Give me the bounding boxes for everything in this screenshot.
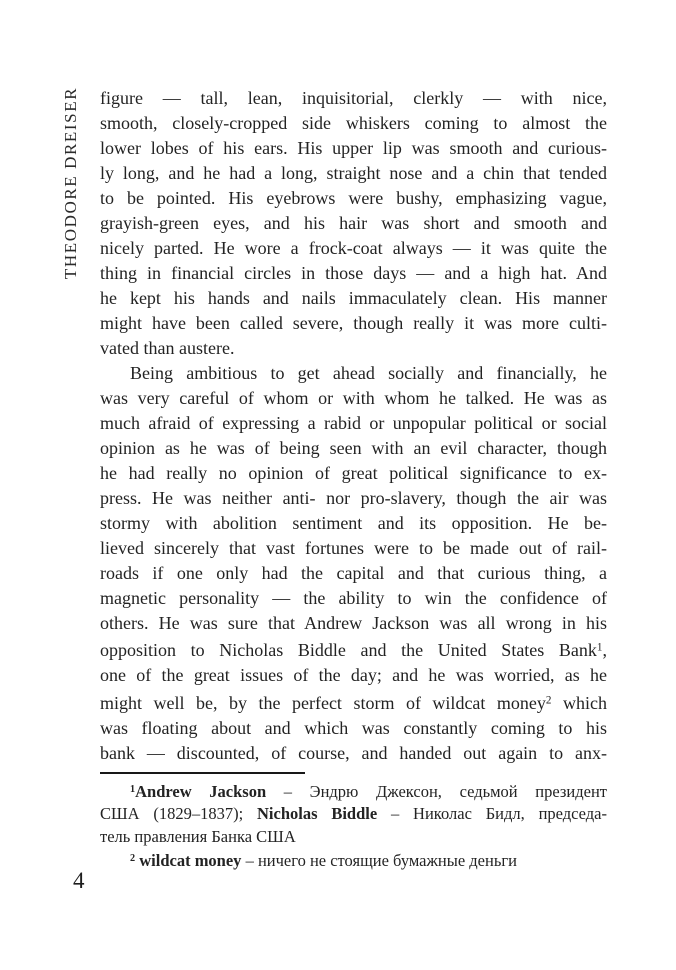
text-line: was floating about and which was constantly coming to his (100, 717, 607, 738)
body-paragraphs (100, 86, 607, 766)
text-line: was very careful of whom or with whom he talked. He was as (100, 388, 607, 408)
text-line: smooth, closely-cropped side whiskers coming to almost the (100, 113, 607, 133)
footnote-marker: 2 (130, 853, 136, 865)
author-name-vertical: THEODORE DREISER (61, 86, 80, 280)
paragraph (100, 361, 607, 766)
text-line: США (1829–1837); Nicholas Biddle – Николас Бидл, председа- (100, 804, 607, 824)
text-line: magnetic personality — the ability to win the confidence of (100, 588, 607, 608)
text-line: lieved sincerely that vast fortunes were to be made out of rail- (100, 538, 607, 558)
text-line: opinion as he was of being seen with an evil character, though (100, 438, 607, 458)
footnote-marker: 2 (545, 694, 552, 707)
footnotes-block (100, 779, 607, 873)
text-line: to be pointed. His eyebrows were bushy, emphasizing vague, (100, 188, 607, 208)
text-line: might well be, by the perfect storm of wildcat money$^2$ which (100, 692, 607, 713)
text-line: one of the great issues of the day; and he was worried, as he (100, 665, 607, 686)
footnote-separator (100, 772, 305, 774)
text-line: much afraid of expressing a rabid or unpopular political or social (100, 413, 607, 433)
footnote-marker: 1 (130, 783, 136, 795)
body-text-block (100, 86, 607, 873)
footnote-marker: 1 (596, 642, 603, 654)
text-line: stormy with abolition sentiment and its opposition. He be- (100, 513, 607, 533)
text-line: vated than austere. (100, 338, 235, 358)
text-line: $^1$Andrew Jackson – Эндрю Джексон, седьмой президент (130, 781, 607, 801)
text-line: grayish-green eyes, and his hair was short and smooth and (100, 213, 607, 233)
text-line: $^2$ wildcat money – ничего не стоящие бумажные деньги (130, 851, 517, 870)
text-line: nicely parted. He wore a frock-coat always — it was quite the (100, 238, 607, 258)
text-line: thing in financial circles in those days — and a high hat. And (100, 263, 607, 283)
paragraph (100, 86, 607, 361)
text-line: figure — tall, lean, inquisitorial, clerkly — with nice, (100, 88, 607, 108)
text-line: ly long, and he had a long, straight nose and a chin that tended (100, 163, 607, 183)
text-line: тель правления Банка США (100, 826, 296, 846)
page-number: 4 (73, 868, 85, 893)
text-line: Being ambitious to get ahead socially and financially, he (130, 363, 607, 383)
text-line: opposition to Nicholas Biddle and the United States Bank$^1$, (100, 640, 607, 661)
text-line: he kept his hands and nails immaculately clean. His manner (100, 288, 607, 308)
text-line: roads if one only had the capital and that curious thing, a (100, 563, 607, 583)
text-line: press. He was neither anti- nor pro-slavery, though the air was (100, 488, 607, 508)
text-line: lower lobes of his ears. His upper lip was smooth and curious- (100, 138, 607, 158)
text-line: bank — discounted, of course, and handed out again to anx- (100, 742, 607, 763)
text-line: others. He was sure that Andrew Jackson was all wrong in his (100, 613, 607, 633)
text-line: might have been called severe, though really it was more culti- (100, 313, 607, 333)
text-line: he had really no opinion of great political significance to ex- (100, 463, 607, 483)
